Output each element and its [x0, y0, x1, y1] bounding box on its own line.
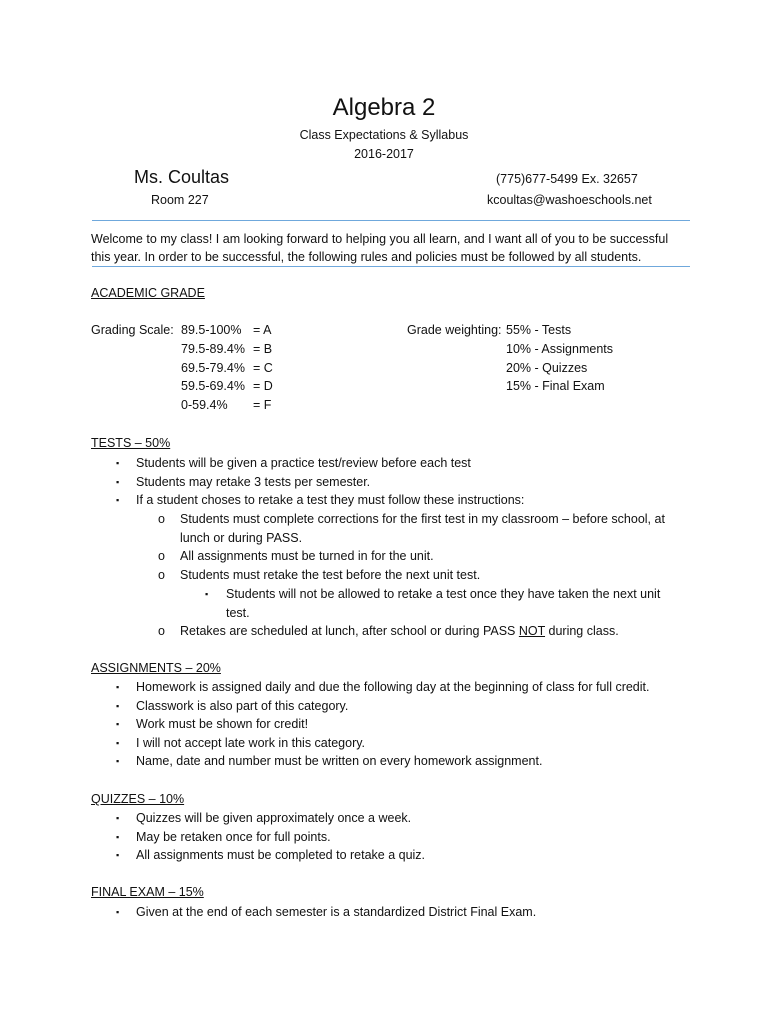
- list-item: ▪ Work must be shown for credit!: [116, 715, 716, 734]
- document-subtitle: Class Expectations & Syllabus: [299, 128, 469, 142]
- grade-range: 89.5-100%: [181, 323, 242, 337]
- list-item: ▪ Given at the end of each semester is a standardized District Final Exam.: [116, 903, 716, 922]
- square-bullet-icon: ▪: [116, 682, 120, 692]
- list-item: ▪ I will not accept late work in this category.: [116, 734, 716, 753]
- square-bullet-icon: ▪: [116, 700, 120, 711]
- square-bullet-icon: ▪: [116, 719, 120, 730]
- square-bullet-icon: ▪: [116, 813, 120, 823]
- weighting-item: 55% - Tests: [506, 323, 572, 337]
- teacher-email: kcoultas@washoeschools.net: [487, 193, 652, 207]
- list-item: ▪ Homework is assigned daily and due the following day at the beginning of class for full credit.: [116, 678, 716, 697]
- square-bullet-icon: ▪: [116, 831, 120, 842]
- list-item: o Students must complete corrections for the first test in my classroom – before school, at lunch or during PASS.: [158, 512, 665, 545]
- divider-top: [92, 220, 690, 221]
- list-item: ▪ Students will be given a practice test/review before each test: [116, 454, 716, 473]
- school-year: 2016-2017: [354, 147, 414, 161]
- assignments-list: [116, 678, 716, 771]
- list-item: ▪ Classwork is also part of this category.: [116, 697, 716, 716]
- weighting-item: 15% - Final Exam: [506, 379, 605, 393]
- teacher-phone: (775)677-5499 Ex. 32657: [496, 172, 638, 186]
- list-item: ▪ Students may retake 3 tests per semester.: [116, 473, 716, 492]
- grade-letter: = C: [253, 361, 273, 375]
- grade-letter: = D: [253, 379, 273, 393]
- square-bullet-icon: ▪: [116, 458, 120, 468]
- list-item: ▪ Name, date and number must be written on every homework assignment.: [116, 752, 716, 771]
- list-item: o Students must retake the test before the next unit test.: [158, 566, 688, 585]
- circle-bullet-icon: o: [158, 624, 165, 638]
- assignments-heading: ASSIGNMENTS – 20%: [91, 661, 221, 675]
- list-item: ▪ May be retaken once for full points.: [116, 828, 716, 847]
- list-item: ▪ Students will not be allowed to retake a test once they have taken the next unit test.: [205, 587, 661, 620]
- emphasis-not: NOT: [518, 624, 546, 638]
- tests-heading: TESTS – 50%: [91, 436, 171, 450]
- tests-sublist: [158, 510, 688, 584]
- welcome-paragraph: Welcome to my class! I am looking forward to helping you all learn, and I want all of you to be successful this year. In order to be successful, the following rules and policies must be followed by all students.: [91, 232, 669, 264]
- weighting-item: 20% - Quizzes: [506, 361, 588, 375]
- square-bullet-icon: ▪: [205, 589, 209, 599]
- list-item: ▪ Quizzes will be given approximately once a week.: [116, 809, 716, 828]
- list-item: o All assignments must be turned in for the unit.: [158, 547, 688, 566]
- grade-range: 69.5-79.4%: [181, 361, 245, 375]
- tests-sublist-last: [158, 622, 688, 641]
- grade-letter: = A: [253, 323, 272, 337]
- divider-bottom: [92, 266, 690, 267]
- list-item: ▪ All assignments must be completed to retake a quiz.: [116, 846, 716, 865]
- list-item: o Retakes are scheduled at lunch, after school or during PASS NOT during class.: [158, 622, 688, 641]
- quizzes-heading: QUIZZES – 10%: [91, 792, 185, 806]
- academic-grade-heading: ACADEMIC GRADE: [91, 286, 205, 300]
- grading-scale-label: Grading Scale:: [91, 323, 174, 337]
- grade-range: 59.5-69.4%: [181, 379, 245, 393]
- grade-letter: = B: [253, 342, 273, 356]
- square-bullet-icon: ▪: [116, 756, 120, 767]
- grade-range: 79.5-89.4%: [181, 342, 245, 356]
- weighting-item: 10% - Assignments: [506, 342, 613, 356]
- square-bullet-icon: ▪: [116, 476, 120, 487]
- square-bullet-icon: ▪: [116, 850, 120, 861]
- circle-bullet-icon: o: [158, 567, 165, 582]
- square-bullet-icon: ▪: [116, 737, 120, 748]
- circle-bullet-icon: o: [158, 549, 165, 564]
- circle-bullet-icon: o: [158, 512, 165, 526]
- teacher-name: Ms. Coultas: [134, 167, 230, 187]
- tests-subsublist: [205, 585, 685, 622]
- final-exam-heading: FINAL EXAM – 15%: [91, 885, 204, 899]
- final-exam-list: [116, 903, 716, 922]
- square-bullet-icon: ▪: [116, 495, 120, 506]
- document-title: Algebra 2: [332, 94, 436, 121]
- quizzes-list: [116, 809, 716, 865]
- grade-range: 0-59.4%: [181, 398, 228, 412]
- grade-letter: = F: [253, 398, 272, 412]
- list-item: ▪ If a student choses to retake a test they must follow these instructions:: [116, 491, 716, 510]
- grade-weighting-label: Grade weighting:: [407, 323, 502, 337]
- room-number: Room 227: [151, 193, 209, 207]
- square-bullet-icon: ▪: [116, 907, 120, 917]
- tests-list: [116, 454, 716, 510]
